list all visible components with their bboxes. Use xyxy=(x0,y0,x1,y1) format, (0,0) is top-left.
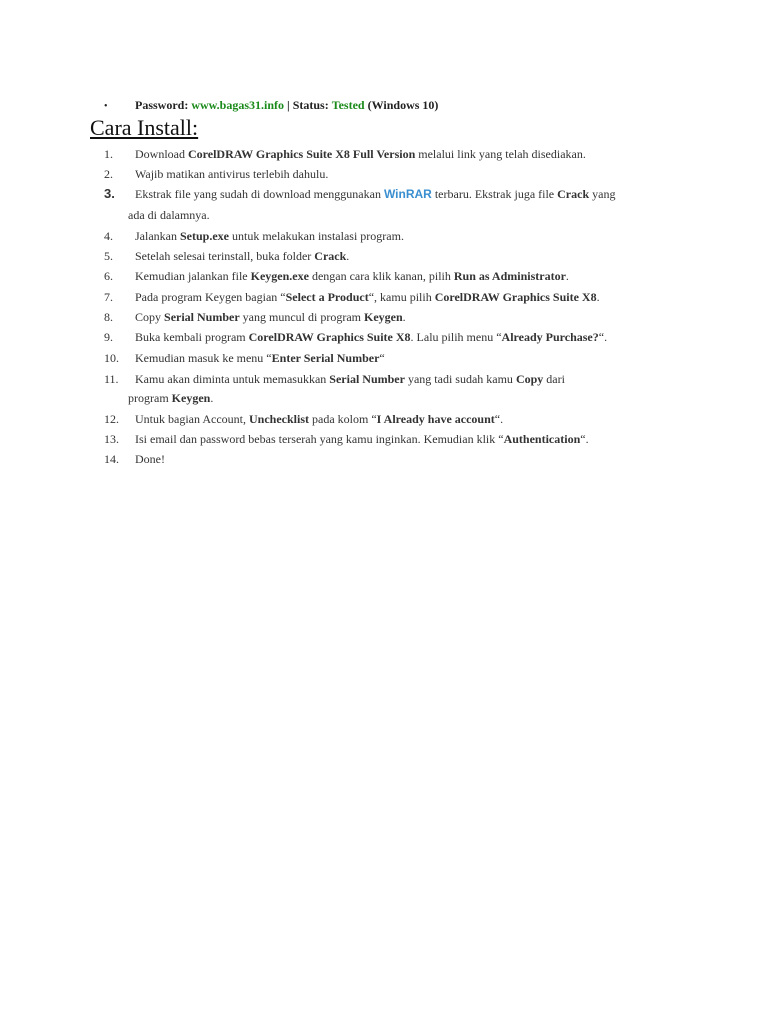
step-text-segment: Keygen.exe xyxy=(250,269,309,283)
step-text-segment: . xyxy=(565,269,569,283)
step-text-segment: Wajib matikan antivirus terlebih dahulu. xyxy=(135,167,329,181)
step-text xyxy=(135,411,503,427)
step-text-segment: “. xyxy=(494,412,504,426)
step-text-segment: Crack xyxy=(314,249,347,263)
step-text-segment: Setelah selesai terinstall, buka folder xyxy=(135,249,315,263)
step-number: 5. xyxy=(104,249,113,263)
step-text-segment: Uncheck xyxy=(248,412,294,426)
step-text xyxy=(135,166,328,182)
winrar-link[interactable]: WinRAR xyxy=(383,187,432,201)
step-text-segment: Authentication xyxy=(503,432,581,446)
step-number: 6. xyxy=(104,269,113,283)
step-text-segment: CorelDRAW Graphics Suite X8 xyxy=(434,290,597,304)
step-text-segment: . xyxy=(402,310,406,324)
step-text-segment: . xyxy=(346,249,350,263)
step-text-segment: Keygen xyxy=(363,310,403,324)
step-text-segment: Setup.exe xyxy=(179,229,229,243)
step-number: 1. xyxy=(104,147,113,161)
step-text-segment: Kemudian masuk ke menu “ xyxy=(135,351,272,365)
step-number: 11. xyxy=(104,372,119,386)
step-text-segment: Serial Number xyxy=(164,310,240,324)
step-text-segment: melalui link yang telah disediakan. xyxy=(415,147,586,161)
step-text xyxy=(135,289,600,305)
step-text-segment: “ xyxy=(379,351,385,365)
step-number: 9. xyxy=(104,330,113,344)
step-text-segment: yang muncul di program xyxy=(239,310,364,324)
step-text xyxy=(135,329,607,345)
os-label: (Windows 10) xyxy=(367,98,439,112)
step-text-segment: Select a Product xyxy=(285,290,369,304)
step-text-segment: . xyxy=(210,391,214,405)
status-value: Tested xyxy=(331,98,365,112)
step-text-segment: dengan cara klik kanan, pilih xyxy=(308,269,454,283)
step-text-continued xyxy=(128,207,210,223)
step-text-segment: “. xyxy=(598,330,608,344)
step-text-segment: CorelDRAW Graphics Suite X8 Full Version xyxy=(188,147,416,161)
step-number: 14. xyxy=(104,452,119,466)
step-text-segment: ada di dalamnya. xyxy=(128,208,210,222)
step-text-segment: Already Purchase? xyxy=(501,330,599,344)
step-number: 2. xyxy=(104,167,113,181)
step-text xyxy=(135,146,586,162)
step-text xyxy=(135,451,165,467)
step-text-segment: program xyxy=(128,391,172,405)
step-text-segment: untuk melakukan instalasi program. xyxy=(228,229,404,243)
step-text-segment: list xyxy=(293,412,309,426)
password-label: Password: xyxy=(135,98,189,112)
step-text-segment: . xyxy=(596,290,600,304)
step-text-continued xyxy=(128,390,213,406)
step-text-segment: Done! xyxy=(135,452,165,466)
step-text-segment: CorelDRAW Graphics Suite X8 xyxy=(248,330,411,344)
step-text-segment: Run as Administrator xyxy=(453,269,566,283)
step-text-segment: Isi email dan password bebas terserah yang kamu inginkan. Kemudian klik “ xyxy=(135,432,504,446)
step-text-segment: . Lalu pilih menu “ xyxy=(410,330,502,344)
step-text-segment: Untuk bagian Account, xyxy=(135,412,249,426)
step-number: 13. xyxy=(104,432,119,446)
step-text-segment: Copy xyxy=(515,372,544,386)
step-text xyxy=(135,371,565,387)
step-text xyxy=(135,248,349,264)
password-status-line xyxy=(104,97,438,115)
step-text-segment: yang xyxy=(589,187,616,201)
step-text-segment: Crack xyxy=(557,187,590,201)
step-text xyxy=(135,186,615,202)
install-heading: Cara Install: xyxy=(90,115,199,140)
step-text-segment: Jalankan xyxy=(135,229,180,243)
step-text-segment: terbaru. Ekstrak juga file xyxy=(431,187,558,201)
step-text-segment: Enter Serial Number xyxy=(271,351,380,365)
step-number: 12. xyxy=(104,412,119,426)
status-label: Status: xyxy=(292,98,329,112)
step-number: 7. xyxy=(104,290,113,304)
step-number: 3. xyxy=(104,186,115,201)
step-number: 10. xyxy=(104,351,119,365)
step-text-segment: yang tadi sudah kamu xyxy=(404,372,516,386)
step-text-segment: Buka kembali program xyxy=(135,330,249,344)
step-text xyxy=(135,309,406,325)
step-text-segment: “. xyxy=(580,432,589,446)
password-link[interactable]: www.bagas31.info xyxy=(191,98,285,112)
step-number: 8. xyxy=(104,310,113,324)
step-text-segment: pada kolom “ xyxy=(309,412,377,426)
step-text-segment: Pada program Keygen bagian “ xyxy=(135,290,286,304)
step-text-segment: Copy xyxy=(135,310,165,324)
step-text-segment: Download xyxy=(135,147,188,161)
step-text xyxy=(135,228,404,244)
step-text xyxy=(135,350,385,366)
step-text-segment: Kamu akan diminta untuk memasukkan xyxy=(135,372,330,386)
step-text-segment: Keygen xyxy=(171,391,211,405)
step-text xyxy=(135,268,569,284)
step-text-segment: dari xyxy=(543,372,565,386)
step-text xyxy=(135,431,589,447)
step-text-segment: Kemudian jalankan file xyxy=(135,269,251,283)
step-number: 4. xyxy=(104,229,113,243)
step-text-segment: “, kamu pilih xyxy=(368,290,435,304)
separator: | xyxy=(287,98,290,112)
step-text-segment: I Already have account xyxy=(376,412,495,426)
step-text-segment: Ekstrak file yang sudah di download menggunakan xyxy=(135,187,384,201)
bullet-marker: • xyxy=(104,101,108,112)
step-text-segment: Serial Number xyxy=(329,372,405,386)
